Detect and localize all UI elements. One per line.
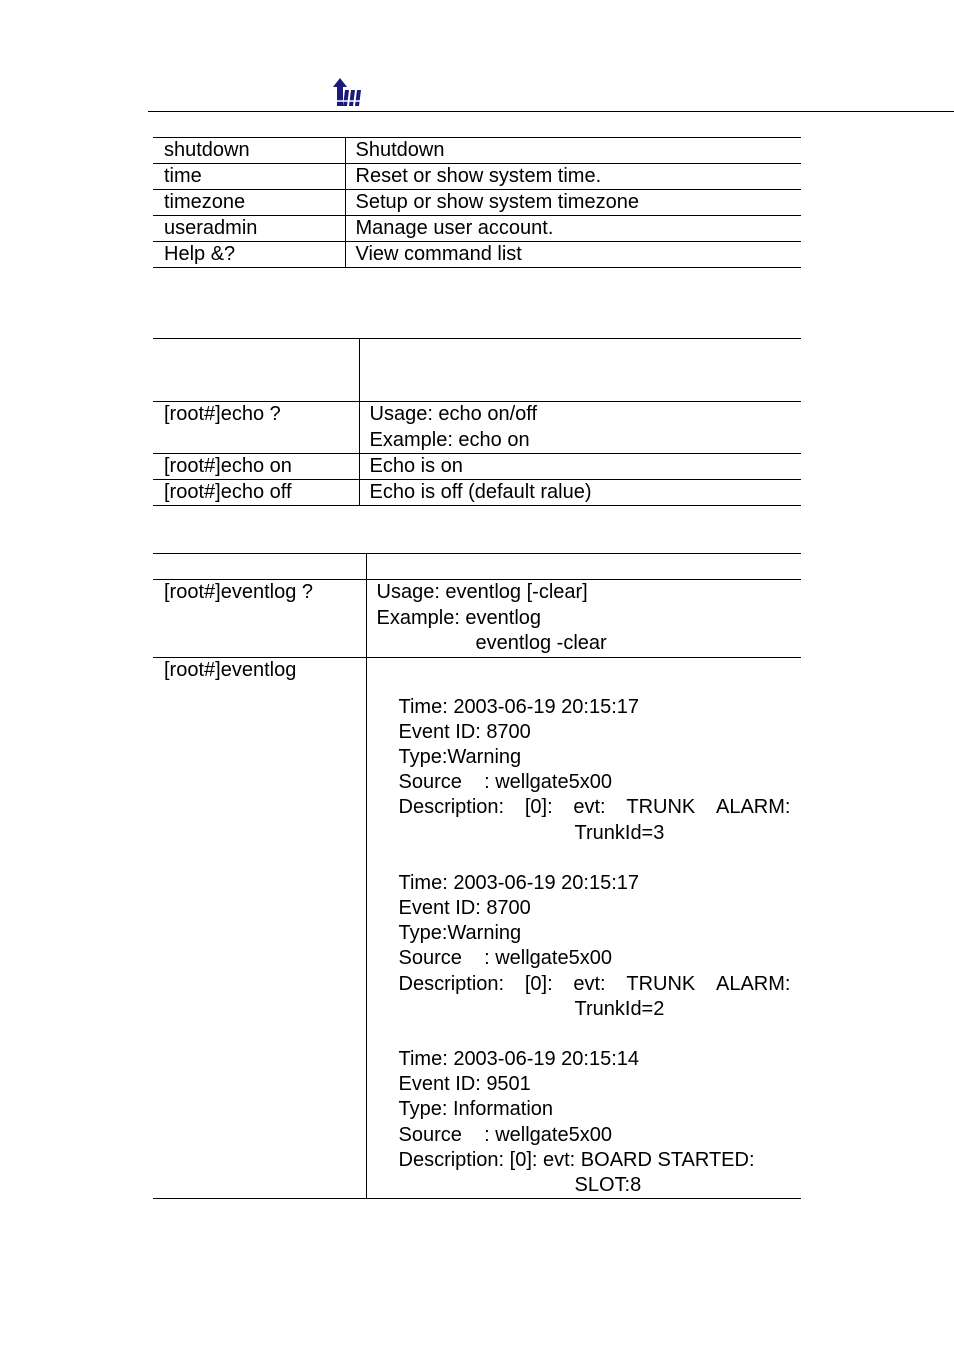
echo-command-table — [153, 338, 801, 506]
event-time: Time: 2003-06-19 20:15:17 — [398, 871, 640, 894]
description-cell: Manage user account. — [345, 216, 801, 242]
description-word: TRUNK — [626, 972, 696, 995]
command-cell: useradmin — [153, 216, 345, 242]
command-cell: [root#]echo ? — [153, 402, 359, 454]
description-cell: Echo is off (default ralue) — [359, 480, 801, 506]
description-cell: Setup or show system timezone — [345, 190, 801, 216]
table-row — [153, 454, 801, 480]
event-type: Type:Warning — [398, 922, 522, 945]
table-row — [153, 657, 801, 1199]
event-time: Time: 2003-06-19 20:15:14 — [398, 1047, 640, 1070]
event-description — [399, 972, 791, 997]
description-cell: Shutdown — [345, 138, 801, 164]
event-entry — [377, 846, 802, 1022]
description-cell: Echo is on — [359, 454, 801, 480]
description-cell — [366, 580, 801, 658]
event-id: Event ID: 8700 — [398, 720, 531, 743]
header-command-cell — [153, 554, 366, 580]
eventlog-output-cell — [366, 657, 801, 1199]
description-line: Usage: echo on/off — [369, 403, 538, 425]
description-word: [0]: — [524, 972, 553, 995]
command-cell: [root#]echo off — [153, 480, 359, 506]
table-row — [153, 402, 801, 454]
command-list-table — [153, 137, 801, 268]
command-cell: Help &? — [153, 242, 345, 268]
header-description-cell — [366, 554, 801, 580]
table-row — [153, 138, 801, 164]
event-id: Event ID: 8700 — [398, 896, 531, 919]
description-word: evt: — [573, 972, 606, 995]
description-cell: Reset or show system time. — [345, 164, 801, 190]
table-header-row — [153, 554, 801, 580]
command-cell: shutdown — [153, 138, 345, 164]
command-cell: [root#]echo on — [153, 454, 359, 480]
description-cell: View command list — [345, 242, 801, 268]
description-line: eventlog -clear — [475, 632, 607, 654]
description-word: ALARM: — [715, 796, 791, 819]
event-type: Type:Warning — [398, 745, 522, 768]
event-entry — [377, 683, 802, 846]
description-word: ALARM: — [715, 972, 791, 995]
description-word: evt: — [573, 796, 606, 819]
header-command-cell — [153, 339, 359, 402]
event-id: Event ID: 9501 — [398, 1073, 531, 1096]
table-row — [153, 480, 801, 506]
event-description: Description: [0]: evt: BOARD STARTED: — [398, 1148, 755, 1171]
table-row — [153, 580, 801, 658]
command-cell: time — [153, 164, 345, 190]
command-cell: timezone — [153, 190, 345, 216]
table-row — [153, 190, 801, 216]
eventlog-command-table — [153, 553, 801, 1199]
description-word: Description: — [398, 972, 505, 995]
description-cell — [359, 402, 801, 454]
description-line: Usage: eventlog [-clear] — [376, 581, 588, 603]
event-type: Type: Information — [398, 1098, 554, 1121]
event-entry — [377, 1022, 802, 1198]
command-cell: [root#]eventlog ? — [153, 580, 366, 658]
event-description — [399, 795, 791, 820]
table-row — [153, 164, 801, 190]
event-description-continuation: TrunkId=3 — [574, 821, 665, 844]
description-word: TRUNK — [626, 796, 696, 819]
event-description-continuation: TrunkId=2 — [574, 997, 665, 1020]
table-row — [153, 242, 801, 268]
event-description-continuation: SLOT:8 — [574, 1173, 642, 1196]
event-time: Time: 2003-06-19 20:15:17 — [398, 695, 640, 718]
description-word: [0]: — [524, 796, 553, 819]
command-cell: [root#]eventlog — [153, 657, 366, 1199]
table-row — [153, 216, 801, 242]
description-line: Example: eventlog — [376, 606, 542, 629]
event-source: Source : wellgate5x00 — [398, 947, 612, 970]
event-source: Source : wellgate5x00 — [398, 1123, 612, 1146]
company-arrow-logo-icon — [330, 77, 368, 107]
description-word: Description: — [398, 796, 505, 819]
table-header-row — [153, 339, 801, 402]
header-rule — [148, 111, 954, 112]
description-line: Example: echo on — [369, 428, 530, 451]
header-description-cell — [359, 339, 801, 402]
event-source: Source : wellgate5x00 — [398, 771, 612, 794]
